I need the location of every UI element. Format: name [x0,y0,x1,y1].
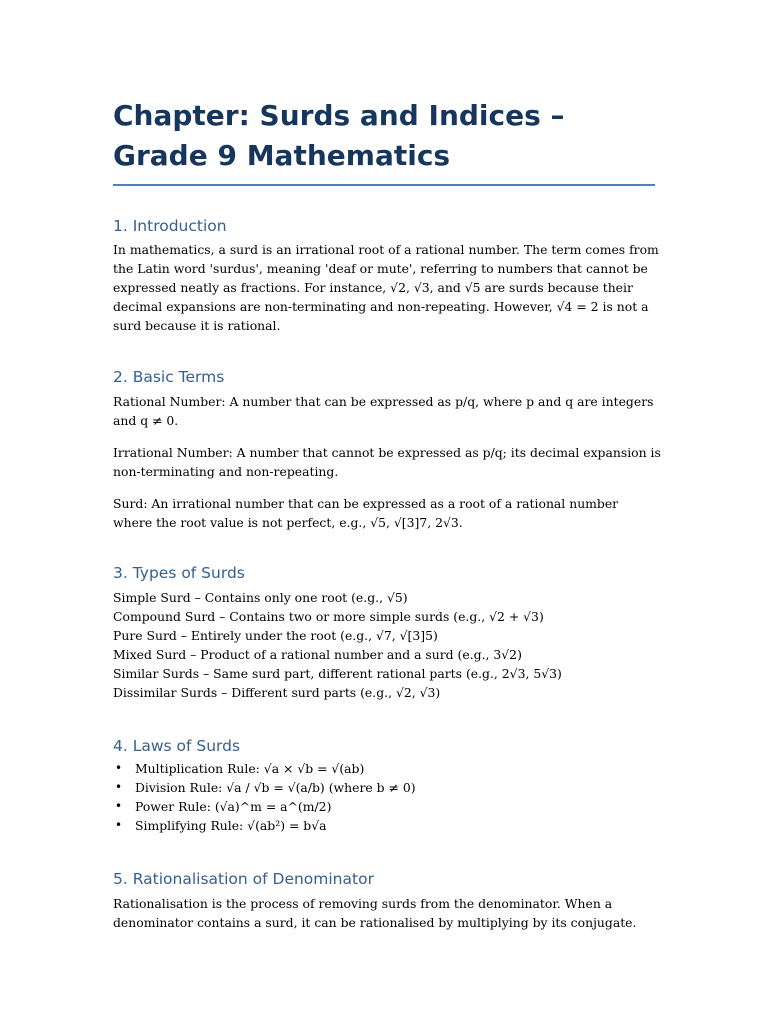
section-heading-types: 3. Types of Surds [113,564,245,582]
law-text: Simplifying Rule: √(ab²) = b√a [135,818,327,833]
section-heading-introduction: 1. Introduction [113,217,227,235]
law-power [113,797,655,816]
law-text: Multiplication Rule: √a × √b = √(ab) [135,761,365,776]
laws-list [113,759,655,835]
document-title: Chapter: Surds and Indices – Grade 9 Mathematics [113,96,655,186]
term-irrational-number: Irrational Number: A number that cannot be expressed as p/q; its decimal expansion is non-terminating and non-repeating. [113,445,661,479]
section-rationalisation [113,868,655,932]
section-heading-laws: 4. Laws of Surds [113,737,241,755]
bullet-icon: • [115,818,123,832]
section-introduction [113,215,659,335]
type-simple-surd: Simple Surd – Contains only one root (e.g., √5) [113,590,408,605]
law-multiplication [113,759,655,778]
section-basic-terms [113,366,661,532]
rationalisation-paragraph: Rationalisation is the process of removing surds from the denominator. When a denominator contains a surd, it can be rationalised by multiplying by its conjugate. [113,896,637,930]
term-rational-number: Rational Number: A number that can be expressed as p/q, where p and q are integers and q ≠ 0. [113,394,654,428]
section-laws-of-surds [113,735,655,835]
law-text: Division Rule: √a / √b = √(a/b) (where b ≠ 0) [135,780,416,795]
bullet-icon: • [115,761,123,775]
bullet-icon: • [115,799,123,813]
type-compound-surd: Compound Surd – Contains two or more simple surds (e.g., √2 + √3) [113,609,544,624]
introduction-paragraph: In mathematics, a surd is an irrational root of a rational number. The term comes from the Latin word 'surdus', meaning 'deaf or mute', referring to numbers that cannot be expressed neatly as fractions. For instance, √2, √3, and √5 are surds because their decimal expansions are non-terminating and non-repeating. However, √4 = 2 is not a surd because it is rational. [113,242,659,333]
section-types-of-surds [113,562,655,702]
law-division [113,778,655,797]
bullet-icon: • [115,780,123,794]
type-mixed-surd: Mixed Surd – Product of a rational number and a surd (e.g., 3√2) [113,647,522,662]
type-pure-surd: Pure Surd – Entirely under the root (e.g., √7, √[3]5) [113,628,438,643]
term-surd: Surd: An irrational number that can be expressed as a root of a rational number where the root value is not perfect, e.g., √5, √[3]7, 2√3. [113,496,619,530]
type-similar-surds: Similar Surds – Same surd part, different rational parts (e.g., 2√3, 5√3) [113,666,562,681]
section-heading-basic-terms: 2. Basic Terms [113,368,225,386]
type-dissimilar-surds: Dissimilar Surds – Different surd parts (e.g., √2, √3) [113,685,441,700]
law-text: Power Rule: (√a)^m = a^(m/2) [135,799,332,814]
types-list [113,588,655,702]
section-heading-rationalisation: 5. Rationalisation of Denominator [113,870,374,888]
law-simplifying [113,816,655,835]
